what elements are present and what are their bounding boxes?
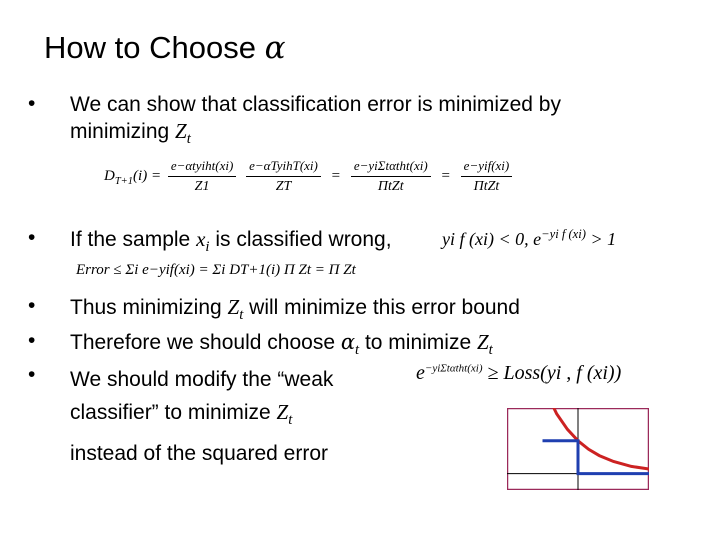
fraction <box>168 158 237 195</box>
bullet-text <box>70 226 392 260</box>
eq-part: > 1 <box>585 229 617 249</box>
bullet-marker: • <box>28 226 36 249</box>
math-sub: t <box>239 307 244 324</box>
bullet-marker: • <box>28 329 36 352</box>
d-update-equation <box>104 158 515 195</box>
eq-sup: −yi f (xi) <box>541 227 586 241</box>
alpha-symbol: α <box>264 30 286 66</box>
math-sub: t <box>355 342 360 359</box>
math-var: Z <box>476 330 489 354</box>
math-sub: t <box>488 342 493 359</box>
math-var: α <box>340 330 356 354</box>
frac-num: e−yiΣtαtht(xi) <box>351 158 431 177</box>
bullet-text-part: Therefore we should choose <box>70 331 341 354</box>
math-var: Z <box>276 400 289 424</box>
fraction <box>351 158 431 195</box>
eq-sup: −yiΣtαtht(xi) <box>424 362 483 375</box>
bullet-text-part: to minimize <box>359 331 477 354</box>
loss-bound-equation <box>416 362 621 385</box>
math-var: Z <box>175 119 187 143</box>
math-var: x <box>196 227 206 251</box>
bullet-text-line: classifier” to minimize <box>70 401 277 424</box>
bullet-text-line: instead of the squared error <box>70 442 328 466</box>
bullet-text-part: If the sample <box>70 228 197 251</box>
frac-den: Z1 <box>194 179 210 194</box>
bullet-marker: • <box>28 92 36 115</box>
slide-title <box>44 30 286 66</box>
eq-rel: ≥ Loss(yi , f (xi)) <box>482 362 622 384</box>
title-text: How to Choose <box>44 30 265 65</box>
frac-num: e−αTyihT(xi) <box>246 158 321 177</box>
bullet-text-part: is classified wrong, <box>209 228 392 251</box>
bullet-text <box>70 329 493 363</box>
bullet-text <box>70 92 561 152</box>
wrong-condition-equation <box>442 227 616 250</box>
bullet-text-line: We should modify the “weak <box>70 368 334 391</box>
frac-num: e−αtyiht(xi) <box>168 158 237 177</box>
equals-sign: = <box>441 167 450 184</box>
bullet-text-line: We can show that classification error is minimized by <box>70 93 561 116</box>
bullet-text-part: will minimize this error bound <box>243 296 520 319</box>
eq-base: e <box>416 362 425 384</box>
frac-den: ΠtZt <box>377 179 404 194</box>
frac-den: ZT <box>275 179 292 194</box>
frac-num: e−yif(xi) <box>461 158 513 177</box>
eq-part: yi f (xi) < 0, e <box>442 229 542 249</box>
frac-den: ΠtZt <box>473 179 500 194</box>
math-sub: t <box>288 412 293 429</box>
math-var: Z <box>227 295 240 319</box>
fraction <box>246 158 321 195</box>
loss-chart <box>507 408 649 490</box>
bullet-marker: • <box>28 363 36 386</box>
bullet-text <box>70 294 520 328</box>
error-bound-equation: Error ≤ Σi e−yif(xi) = Σi DT+1(i) Π Zt = Π Zt <box>76 262 356 278</box>
eq-lhs: D <box>104 167 115 184</box>
eq-lhs-arg: (i) = <box>133 167 162 184</box>
math-sub: t <box>186 131 191 148</box>
math-sub: i <box>205 239 210 256</box>
bullet-text-part: Thus minimizing <box>70 296 228 319</box>
bullet-text-line: minimizing <box>70 120 176 143</box>
equals-sign: = <box>331 167 341 184</box>
bullet-marker: • <box>28 294 36 317</box>
bullet-text <box>70 363 333 470</box>
fraction <box>461 158 513 195</box>
eq-lhs-sub: T+1 <box>114 175 134 187</box>
